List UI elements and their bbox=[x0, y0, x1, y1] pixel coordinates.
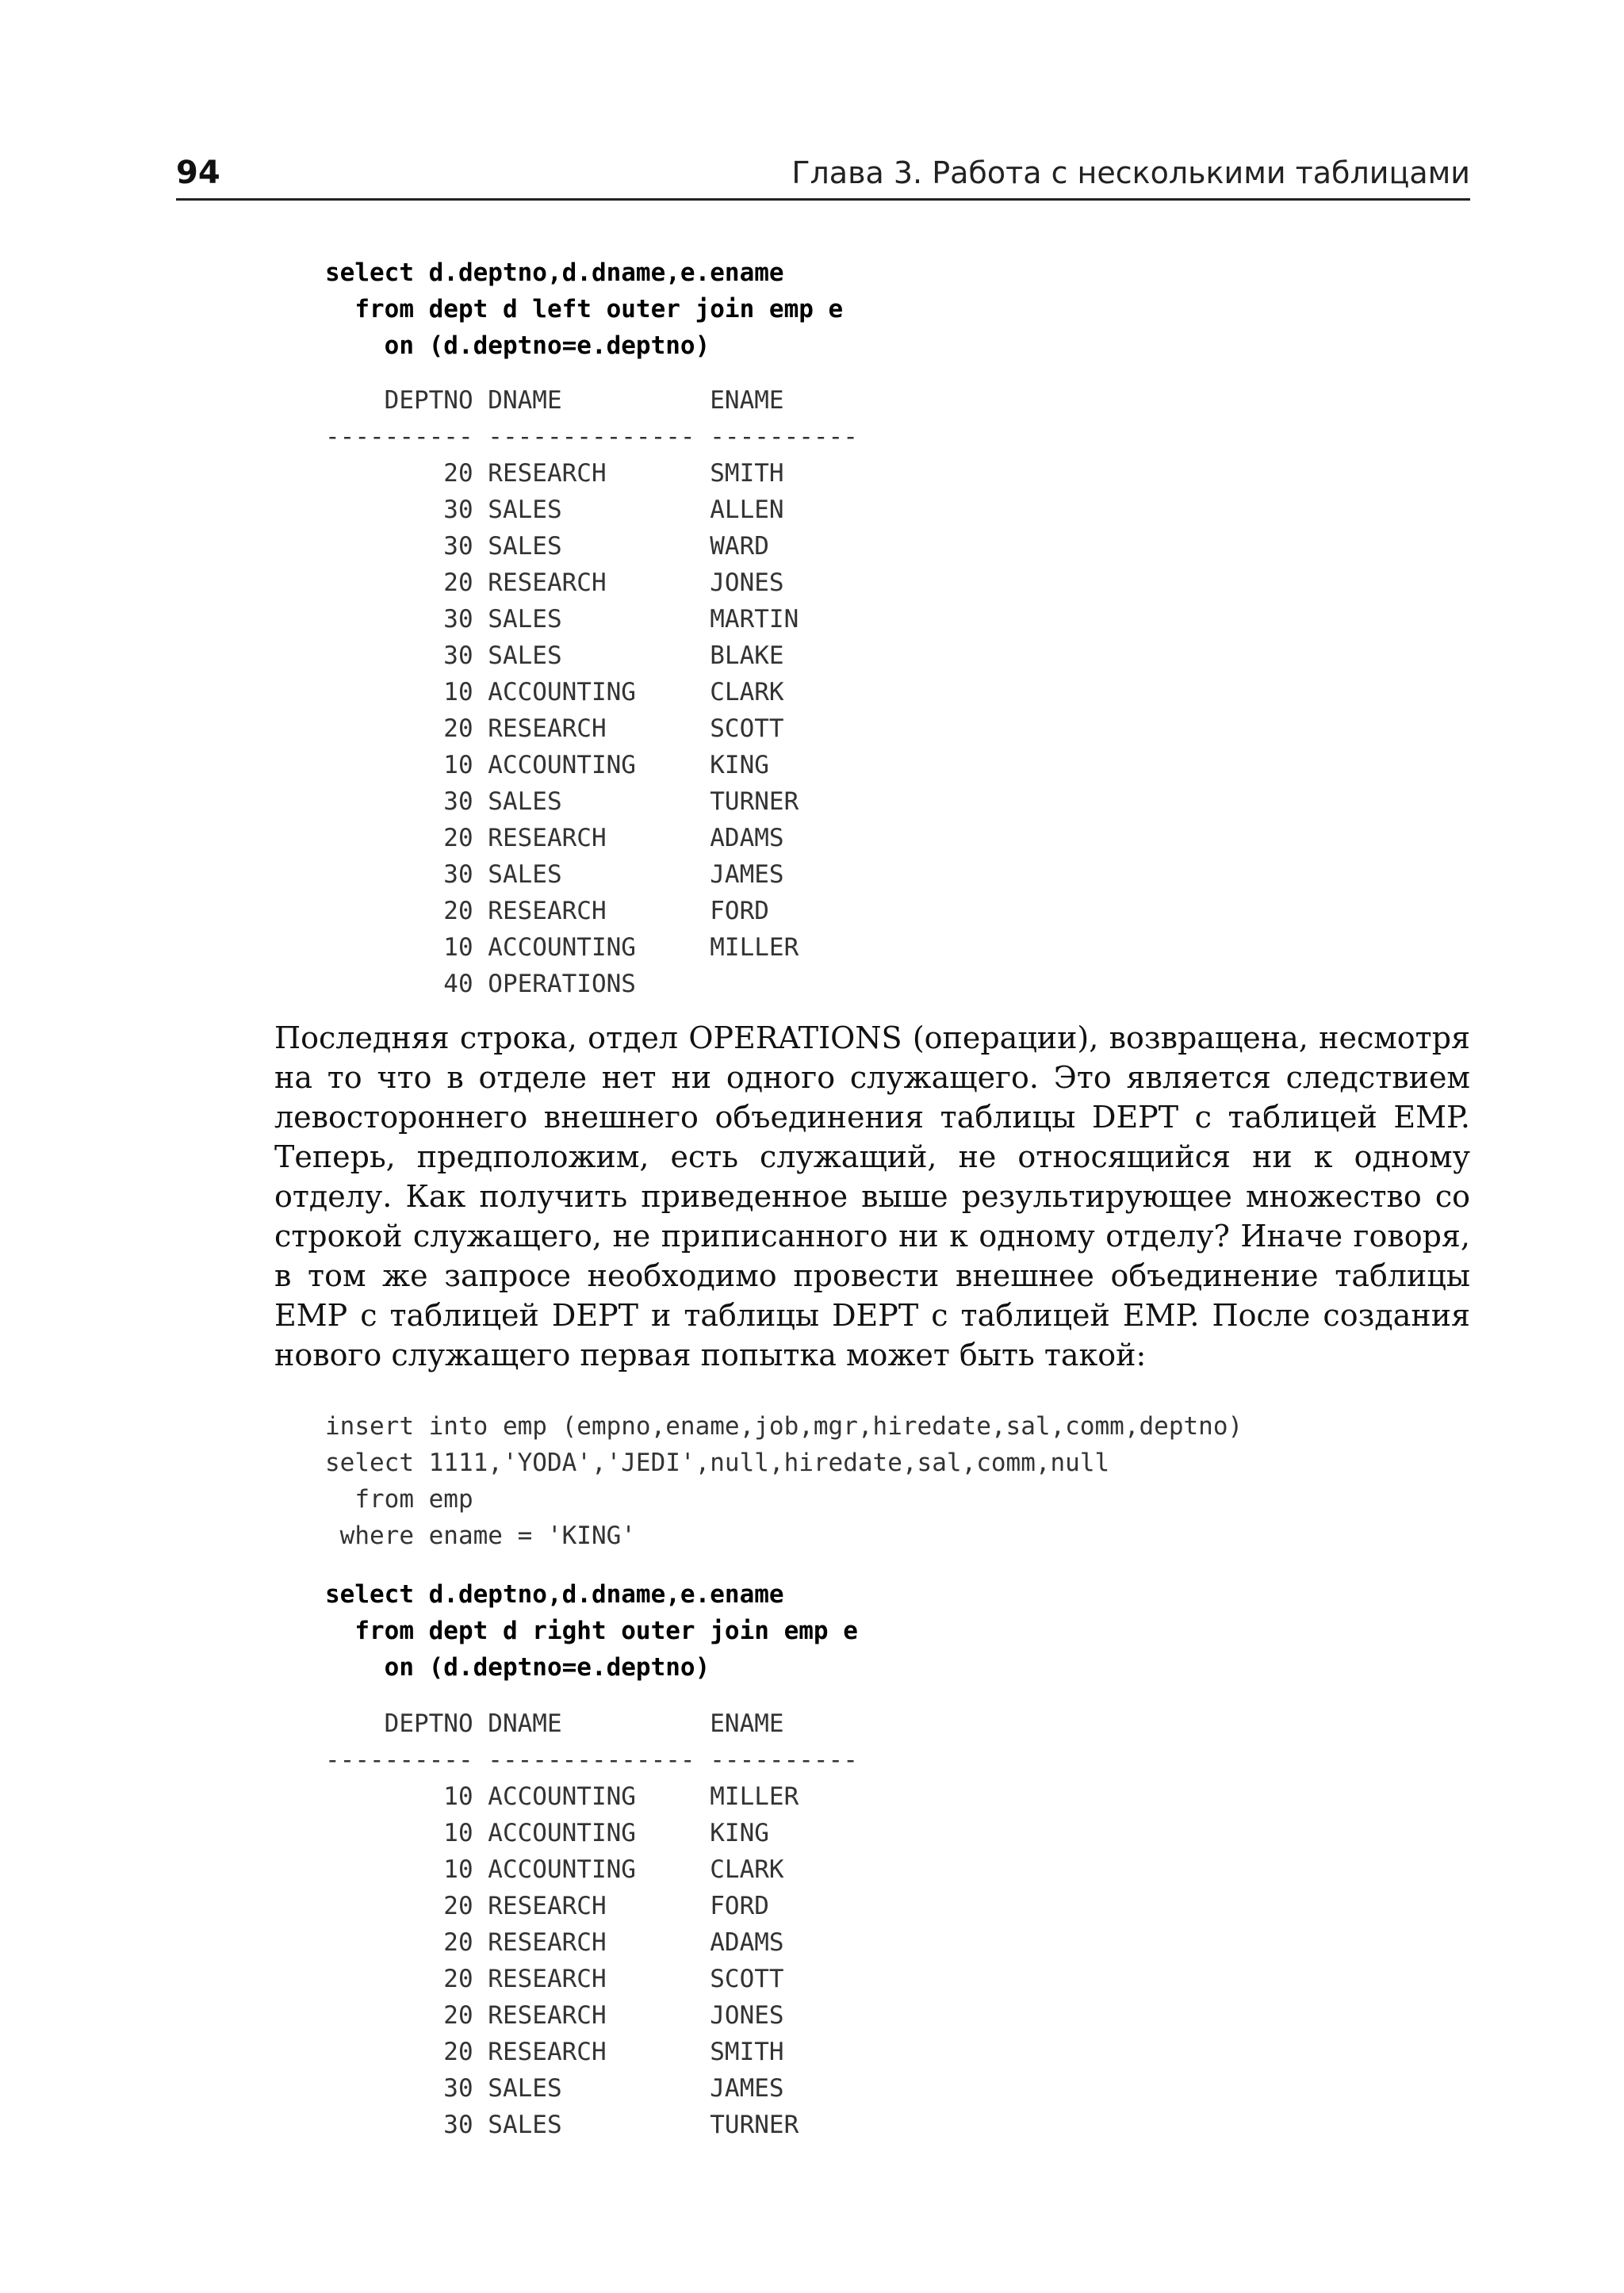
code-query-right-join: select d.deptno,d.dname,e.ename from dept d right outer join emp e on (d.deptno=e.deptno) bbox=[325, 1580, 858, 1682]
code-result-right-join: DEPTNO DNAME ENAME ---------- -------------- ---------- 10 ACCOUNTING MILLER 10 ACCOUNTING KING 10 ACCOUNTING CLARK 20 RESEARCH FORD 20 RESEARCH ADAMS 20 RESEARCH SCOTT 20 RESEARCH JONES 20 RESEARCH SMITH 30 SALES JAMES 30 SALES TURNER bbox=[325, 1709, 858, 2139]
running-head: Глава 3. Работа с несколькими таблицами bbox=[791, 155, 1470, 190]
header-rule bbox=[176, 198, 1470, 201]
code-insert-statement: insert into emp (empno,ename,job,mgr,hiredate,sal,comm,deptno) select 1111,'YODA','JEDI',null,hiredate,sal,comm,null from emp where ename = 'KING' bbox=[325, 1412, 1243, 1550]
page-header bbox=[176, 151, 1470, 198]
code-result-left-join: DEPTNO DNAME ENAME ---------- -------------- ---------- 20 RESEARCH SMITH 30 SALES ALLEN 30 SALES WARD 20 RESEARCH JONES 30 SALES MARTIN 30 SALES BLAKE 10 ACCOUNTING CLARK 20 RESEARCH SCOTT 10 ACCOUNTING KING 30 SALES TURNER 20 RESEARCH ADAMS 30 SALES JAMES 20 RESEARCH FORD 10 ACCOUNTING MILLER 40 OPERATIONS bbox=[325, 386, 858, 998]
body-paragraph: Последняя строка, отдел OPERATIONS (операции), возвращена, несмотря на то что в отделе нет ни одного служащего. Это является следствием левостороннего внешнего объединения таблицы DEPT с таблицей EMP. Теперь, предположим, есть служащий, не относящийся ни к одному отделу. Как получить приведенное выше результирующее множество со строкой служащего, не приписанного ни к одному отделу? Иначе говоря, в том же запросе необходимо провести внешнее объединение таблицы EMP с таблицей DEPT и таблицы DEPT с таблицей EMP. После создания нового служащего первая попытка может быть такой: bbox=[274, 1020, 1470, 1372]
page-number: 94 bbox=[176, 155, 220, 191]
code-query-left-join: select d.deptno,d.dname,e.ename from dept d left outer join emp e on (d.deptno=e.deptno) bbox=[325, 258, 844, 360]
